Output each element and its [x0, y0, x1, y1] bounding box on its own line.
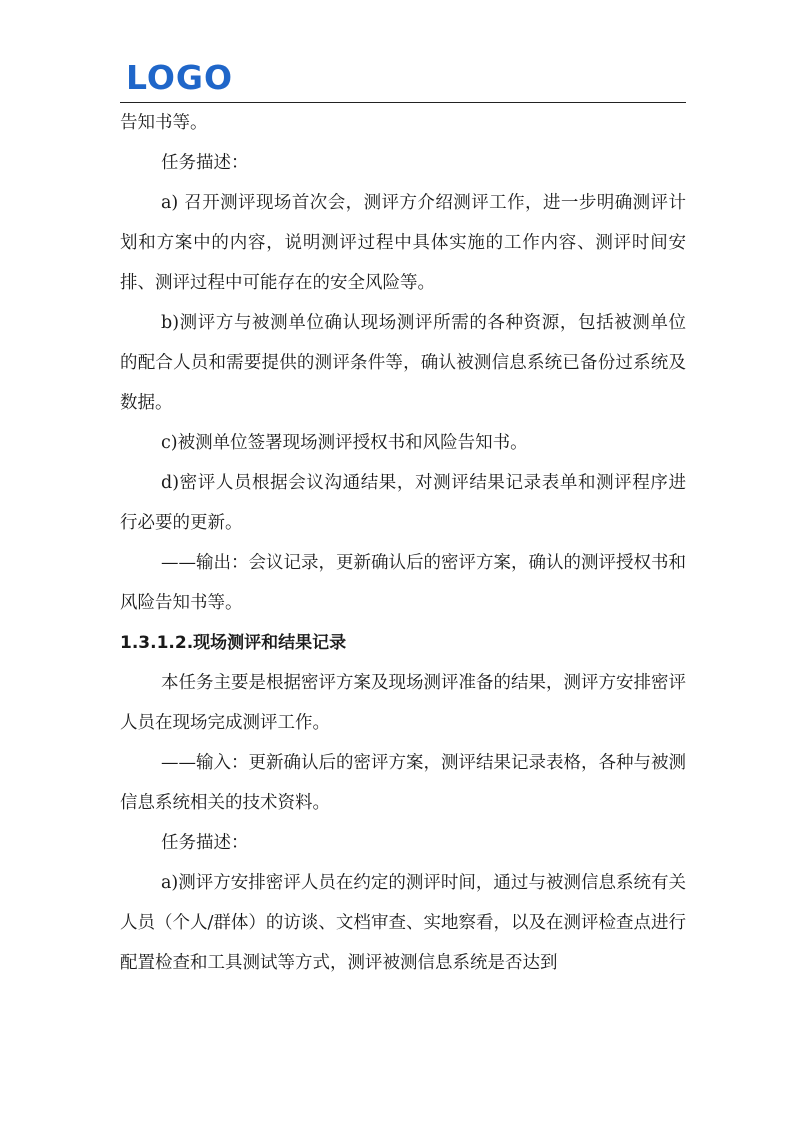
task-item-a: a) 召开测评现场首次会，测评方介绍测评工作，进一步明确测评计划和方案中的内容，说明测评过程中具体实施的工作内容、测评时间安排、测评过程中可能存在的安全风险等。 — [120, 193, 686, 293]
task-item-c: c)被测单位签署现场测评授权书和风险告知书。 — [161, 433, 528, 453]
output-paragraph: ——输出：会议记录，更新确认后的密评方案，确认的测评授权书和风险告知书等。 — [120, 553, 686, 613]
section-heading: 1.3.1.2.现场测评和结果记录 — [120, 633, 347, 653]
input-paragraph: ——输入：更新确认后的密评方案，测评结果记录表格，各种与被测信息系统相关的技术资料。 — [120, 753, 686, 813]
logo: LOGO — [126, 58, 234, 97]
page-header — [120, 58, 686, 103]
section-intro-paragraph: 本任务主要是根据密评方案及现场测评准备的结果，测评方安排密评人员在现场完成测评工作。 — [120, 673, 686, 733]
paragraph-continuation: 告知书等。 — [120, 113, 208, 133]
task-item-d: d)密评人员根据会议沟通结果，对测评结果记录表单和测评程序进行必要的更新。 — [120, 473, 686, 533]
document-body — [120, 103, 686, 983]
task-item-a-2: a)测评方安排密评人员在约定的测评时间，通过与被测信息系统有关人员（个人/群体）的访谈、文档审查、实地察看，以及在测评检查点进行配置检查和工具测试等方式，测评被测信息系统是否达到 — [120, 873, 686, 973]
task-description-label: 任务描述： — [161, 153, 249, 173]
task-description-label-2: 任务描述： — [161, 833, 249, 853]
task-item-b: b)测评方与被测单位确认现场测评所需的各种资源，包括被测单位的配合人员和需要提供的测评条件等，确认被测信息系统已备份过系统及数据。 — [120, 313, 686, 413]
